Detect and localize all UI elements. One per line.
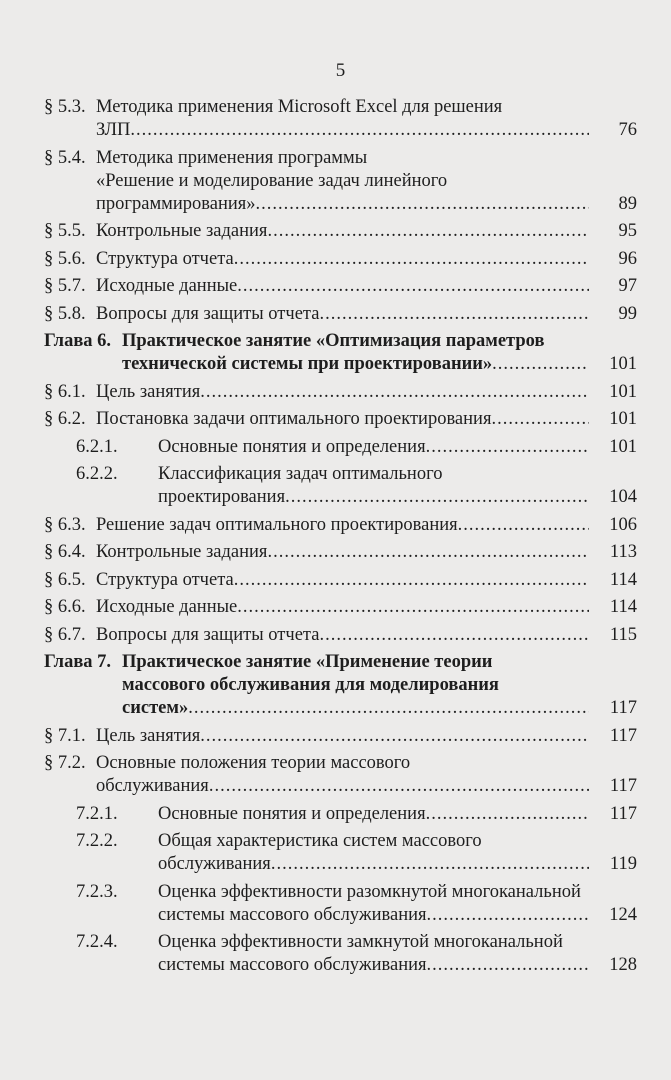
toc-entry-title: программирования» bbox=[96, 193, 256, 214]
dot-leader bbox=[130, 119, 589, 142]
toc-entry-number: § 5.8. bbox=[44, 303, 86, 324]
toc-entry-page: 96 bbox=[618, 248, 637, 269]
toc-entry bbox=[44, 248, 637, 271]
toc-entry-title: системы массового обслуживания bbox=[158, 955, 427, 975]
toc-entry-title: Цель занятия bbox=[96, 381, 201, 402]
toc-entry bbox=[44, 275, 637, 298]
toc-entry-title: Основные понятия и определения bbox=[158, 436, 426, 457]
toc-entry bbox=[44, 931, 637, 977]
toc-entry-page: 128 bbox=[609, 955, 637, 975]
toc-entry-number: § 7.1. bbox=[44, 725, 86, 746]
dot-leader bbox=[237, 275, 589, 298]
toc-entry-number: § 5.5. bbox=[44, 221, 86, 241]
toc-entry bbox=[44, 381, 637, 404]
toc-entry bbox=[44, 436, 637, 459]
dot-leader bbox=[237, 596, 589, 619]
toc-entry-page: 124 bbox=[609, 904, 637, 925]
toc-entry-title: Вопросы для защиты отчета bbox=[96, 624, 320, 645]
toc-entry bbox=[44, 725, 637, 748]
toc-entry-page: 104 bbox=[609, 487, 637, 507]
toc-entry-title: проектирования bbox=[158, 487, 286, 507]
toc-entry-title: Постановка задачи оптимального проектирования bbox=[96, 409, 492, 429]
toc-entry-page: 97 bbox=[618, 276, 637, 296]
toc-entry-number: § 6.4. bbox=[44, 542, 86, 562]
toc-entry-number: 6.2.1. bbox=[76, 436, 118, 457]
toc-entry-number: Глава 6. bbox=[44, 331, 112, 351]
toc-entry-number: 7.2.4. bbox=[76, 932, 118, 952]
toc-entry-page: 101 bbox=[609, 409, 637, 429]
toc-entry-number: 7.2.1. bbox=[76, 803, 118, 824]
toc-entry-number: § 5.4. bbox=[44, 147, 86, 168]
toc-entry-title: Методика применения Microsoft Excel для решения bbox=[96, 97, 503, 117]
toc-entry-number: 7.2.2. bbox=[76, 831, 118, 851]
toc-entry-page: 95 bbox=[618, 221, 637, 241]
toc-entry bbox=[44, 803, 637, 826]
toc-entry-page: 76 bbox=[618, 120, 637, 140]
toc-entry bbox=[44, 408, 637, 431]
dot-leader bbox=[234, 248, 589, 271]
toc-entry bbox=[44, 541, 637, 564]
toc-entry-page: 113 bbox=[609, 542, 637, 562]
toc-entry-title: Исходные данные bbox=[96, 597, 238, 617]
page-number: 5 bbox=[335, 60, 346, 81]
toc-entry bbox=[44, 147, 637, 216]
dot-leader bbox=[200, 725, 589, 748]
toc-entry-title: Основные положения теории массового bbox=[96, 753, 411, 773]
toc-entry bbox=[44, 569, 637, 592]
dot-leader bbox=[271, 853, 589, 876]
toc-entry-number: § 6.7. bbox=[44, 624, 86, 645]
dot-leader bbox=[427, 904, 589, 927]
toc-entry-title: Структура отчета bbox=[96, 248, 234, 269]
toc-entry bbox=[44, 596, 637, 619]
toc-entry-title: Оценка эффективности разомкнутой многоканальной bbox=[158, 881, 581, 902]
toc-entry-title: обслуживания bbox=[158, 854, 271, 874]
toc-entry-number: 7.2.3. bbox=[76, 881, 118, 902]
toc-entry-title: Вопросы для защиты отчета bbox=[96, 303, 320, 324]
toc-entry-title: Общая характеристика систем массового bbox=[158, 831, 482, 851]
dot-leader bbox=[200, 381, 589, 404]
toc-entry-page: 115 bbox=[609, 624, 637, 645]
toc-entry-title: Оценка эффективности замкнутой многоканальной bbox=[158, 932, 563, 952]
toc-entry-page: 101 bbox=[609, 381, 637, 402]
toc-entry-number: § 5.6. bbox=[44, 248, 86, 269]
dot-leader bbox=[285, 486, 589, 509]
toc-entry-page: 117 bbox=[609, 776, 637, 796]
dot-leader bbox=[209, 775, 589, 798]
toc-entry-title: системы массового обслуживания bbox=[158, 904, 427, 925]
toc-entry bbox=[44, 514, 637, 537]
toc-entry-number: § 6.1. bbox=[44, 381, 86, 402]
toc-entry-title: Практическое занятие «Применение теории bbox=[122, 652, 493, 672]
dot-leader bbox=[319, 303, 589, 326]
toc-entry-title: Контрольные задания bbox=[96, 221, 268, 241]
toc-entry bbox=[44, 651, 637, 720]
toc-entry-page: 99 bbox=[618, 303, 637, 324]
table-of-contents bbox=[44, 96, 637, 977]
toc-entry bbox=[44, 830, 637, 876]
dot-leader bbox=[426, 436, 589, 459]
dot-leader bbox=[426, 803, 589, 826]
dot-leader bbox=[319, 624, 589, 647]
dot-leader bbox=[427, 954, 589, 977]
toc-entry-page: 119 bbox=[609, 854, 637, 874]
toc-entry bbox=[44, 463, 637, 509]
toc-entry-title: массового обслуживания для моделирования bbox=[122, 675, 499, 695]
toc-entry-title: ЗЛП bbox=[96, 120, 131, 140]
dot-leader bbox=[491, 408, 589, 431]
toc-entry-page: 89 bbox=[618, 193, 637, 214]
toc-entry-title: технической системы при проектировании» bbox=[122, 354, 493, 374]
toc-entry-number: § 7.2. bbox=[44, 753, 86, 773]
toc-entry-number: Глава 7. bbox=[44, 652, 112, 672]
toc-entry-title: «Решение и моделирование задач линейного bbox=[96, 170, 448, 191]
toc-entry-title: Контрольные задания bbox=[96, 542, 268, 562]
toc-entry-page: 114 bbox=[609, 597, 637, 617]
toc-entry-number: § 6.3. bbox=[44, 514, 86, 535]
toc-entry-title: Основные понятия и определения bbox=[158, 803, 426, 824]
toc-entry-page: 101 bbox=[609, 354, 637, 374]
toc-entry bbox=[44, 752, 637, 798]
toc-entry-number: § 6.5. bbox=[44, 569, 86, 590]
toc-entry-title: систем» bbox=[122, 698, 189, 718]
dot-leader bbox=[188, 697, 589, 720]
toc-entry-title: Цель занятия bbox=[96, 725, 201, 746]
dot-leader bbox=[267, 541, 589, 564]
dot-leader bbox=[256, 193, 589, 216]
toc-entry-page: 101 bbox=[609, 436, 637, 457]
toc-entry-page: 114 bbox=[609, 569, 637, 590]
toc-entry bbox=[44, 220, 637, 243]
toc-entry bbox=[44, 330, 637, 376]
toc-entry-title: Методика применения программы bbox=[96, 147, 368, 168]
toc-entry-title: Практическое занятие «Оптимизация параметров bbox=[122, 331, 545, 351]
toc-entry-number: § 6.6. bbox=[44, 597, 86, 617]
dot-leader bbox=[234, 569, 589, 592]
dot-leader bbox=[492, 353, 589, 376]
toc-entry bbox=[44, 303, 637, 326]
toc-entry-page: 117 bbox=[609, 725, 637, 746]
toc-entry-title: Классификация задач оптимального bbox=[158, 464, 443, 484]
toc-entry-title: Структура отчета bbox=[96, 569, 234, 590]
dot-leader bbox=[267, 220, 589, 243]
toc-entry bbox=[44, 881, 637, 927]
toc-entry-number: 6.2.2. bbox=[76, 464, 118, 484]
toc-entry-title: Исходные данные bbox=[96, 276, 238, 296]
toc-entry-page: 117 bbox=[609, 803, 637, 824]
toc-entry-number: § 5.3. bbox=[44, 97, 86, 117]
toc-entry-page: 106 bbox=[609, 514, 637, 535]
toc-entry-title: обслуживания bbox=[96, 776, 209, 796]
toc-entry-title: Решение задач оптимального проектирования bbox=[96, 514, 458, 535]
toc-entry-number: § 6.2. bbox=[44, 409, 86, 429]
toc-entry bbox=[44, 96, 637, 142]
toc-entry-number: § 5.7. bbox=[44, 276, 86, 296]
dot-leader bbox=[458, 514, 589, 537]
toc-entry bbox=[44, 624, 637, 647]
toc-entry-page: 117 bbox=[609, 698, 637, 718]
